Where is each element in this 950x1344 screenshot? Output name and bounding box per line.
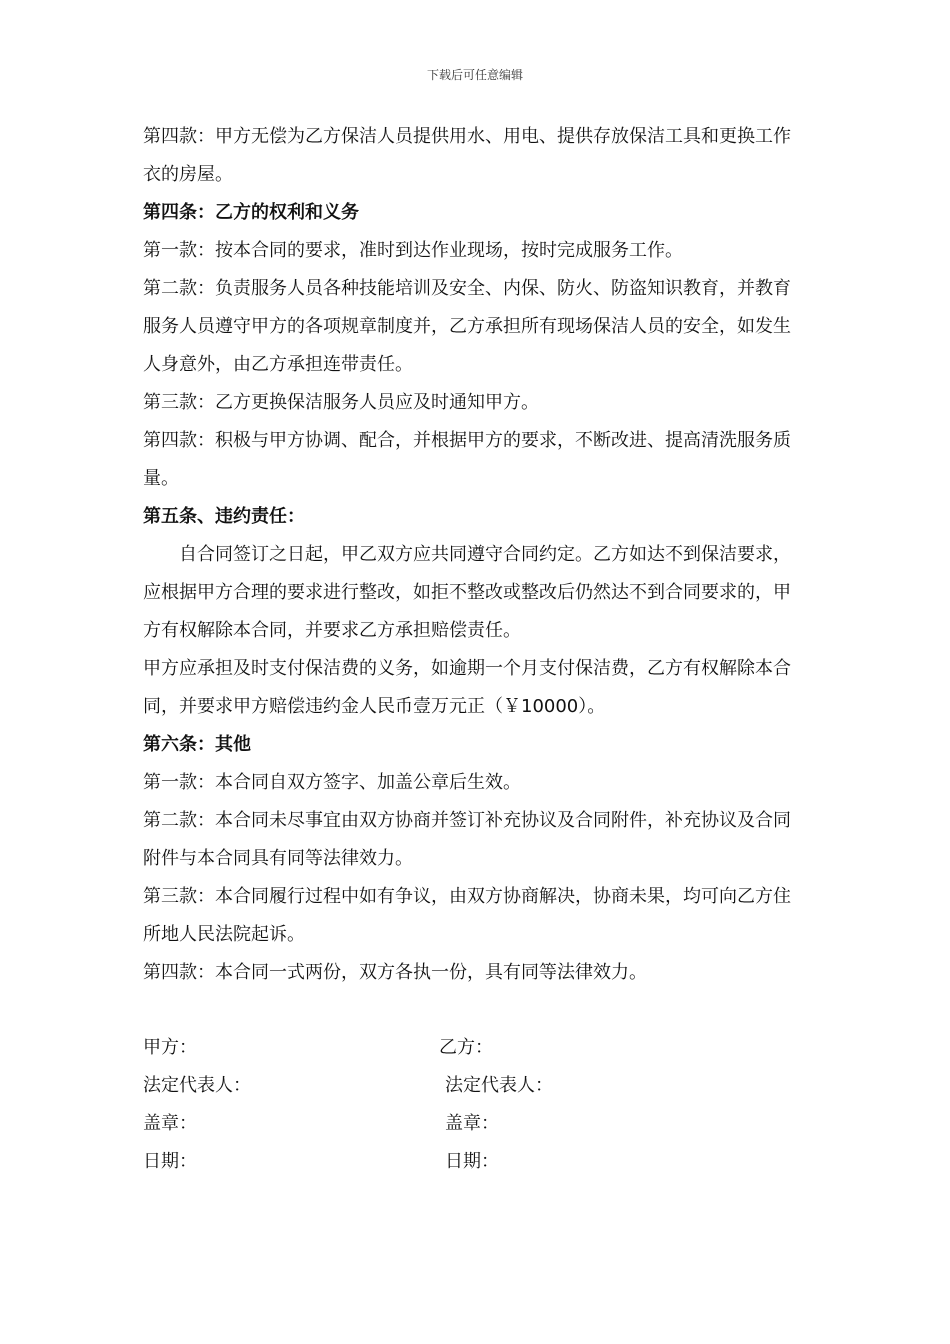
party-a-field-label: 日期：: [143, 1151, 197, 1172]
clause-paragraph: 第一款：按本合同的要求，准时到达作业现场，按时完成服务工作。: [143, 240, 683, 261]
signature-row: [143, 1105, 743, 1143]
section-heading: 第四条：乙方的权利和义务: [143, 202, 359, 223]
clause-paragraph: 自合同签订之日起，甲乙双方应共同遵守合同约定。乙方如达不到保洁要求，应根据甲方合理的要求进行整改，如拒不整改或整改后仍然达不到合同要求的，甲方有权解除本合同，并要求乙方承担赔偿责任。: [143, 544, 791, 641]
document-body: [143, 118, 808, 992]
clause-paragraph: 第一款：本合同自双方签字、加盖公章后生效。: [143, 772, 521, 793]
party-b-field-label: 盖章：: [445, 1113, 499, 1134]
party-a-field-label: 盖章：: [143, 1113, 197, 1134]
signature-row: [143, 1143, 743, 1181]
clause-paragraph: 第四款：积极与甲方协调、配合，并根据甲方的要求，不断改进、提高清洗服务质量。: [143, 430, 791, 489]
clause-paragraph: 第四款：甲方无偿为乙方保洁人员提供用水、用电、提供存放保洁工具和更换工作衣的房屋。: [143, 126, 791, 185]
party-b-field-label: 法定代表人：: [445, 1075, 553, 1096]
signature-block: [143, 1029, 743, 1181]
section-heading: 第六条：其他: [143, 734, 251, 755]
section-heading: 第五条、违约责任：: [143, 506, 305, 527]
party-b-field-label: 日期：: [445, 1151, 499, 1172]
clause-paragraph: 第四款：本合同一式两份，双方各执一份，具有同等法律效力。: [143, 962, 647, 983]
clause-paragraph: 第二款：本合同未尽事宜由双方协商并签订补充协议及合同附件，补充协议及合同附件与本合同具有同等法律效力。: [143, 810, 791, 869]
party-a-field-label: 甲方：: [143, 1037, 197, 1058]
party-b-field-label: 乙方：: [439, 1037, 493, 1058]
clause-paragraph: 第三款：乙方更换保洁服务人员应及时通知甲方。: [143, 392, 539, 413]
signature-row: [143, 1067, 743, 1105]
clause-paragraph: 甲方应承担及时支付保洁费的义务，如逾期一个月支付保洁费，乙方有权解除本合同，并要求甲方赔偿违约金人民币壹万元正（￥10000）。: [143, 658, 791, 717]
party-a-field-label: 法定代表人：: [143, 1075, 251, 1096]
clause-paragraph: 第二款：负责服务人员各种技能培训及安全、内保、防火、防盗知识教育，并教育服务人员遵守甲方的各项规章制度并，乙方承担所有现场保洁人员的安全，如发生人身意外，由乙方承担连带责任。: [143, 278, 791, 375]
signature-row: [143, 1029, 743, 1067]
clause-paragraph: 第三款：本合同履行过程中如有争议，由双方协商解决，协商未果，均可向乙方住所地人民法院起诉。: [143, 886, 791, 945]
page-header: 下载后可任意编辑: [426, 68, 523, 82]
